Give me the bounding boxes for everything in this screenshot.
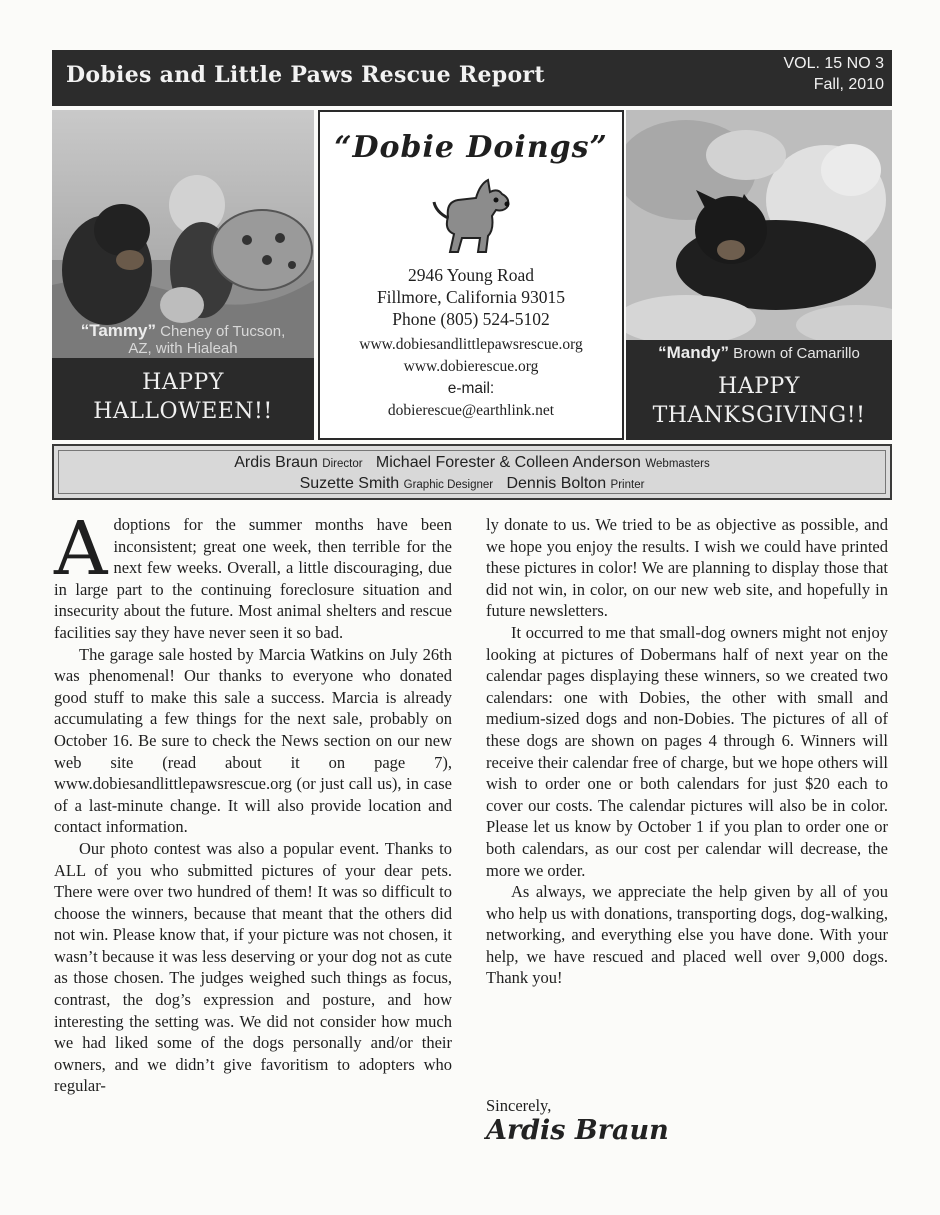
web-block [320,334,622,422]
phone-number: Phone (805) 524-5102 [392,309,550,329]
webmasters-role: Webmasters [645,458,710,470]
article-paragraph-1 [54,506,452,644]
paragraph-1-text: doptions for the summer months have been inconsistent; great one week, then terrible for the next few weeks. Overall, a little discouraging, due in large part to the continuing foreclosure situation and insecurity about the future. Most animal shelters and rescue facilities say they have never seen it so bad. [54,515,452,642]
dog-logo-icon [428,172,518,260]
article-column-right [486,514,888,989]
halloween-panel [52,110,314,440]
signature: Ardis Braun [486,1115,669,1146]
contact-box [318,110,624,440]
newsletter-title: Dobies and Little Paws Rescue Report [66,62,545,88]
article-paragraph-4: ly donate to us. We tried to be as objective as possible, and we hope you enjoy the results. I wish we could have printed these pictures in color! We are planning to display those that did not win, in color, on our new web site, and hopefully in future newsletters. [486,515,888,621]
mandy-photo [626,110,892,340]
drop-cap: A [54,506,108,592]
thanksgiving-line2: THANKSGIVING!! [652,403,866,428]
printer-role: Printer [610,479,645,491]
issue-date: Fall, 2010 [813,76,884,93]
volume-number: VOL. 15 NO 3 [783,55,884,72]
city-state-zip: Fillmore, California 93015 [376,287,566,307]
staff-credits-inner [58,450,886,494]
thanksgiving-greeting [626,372,892,430]
printer-name: Dennis Bolton [506,475,607,492]
halloween-greeting [52,368,314,426]
article-column-left [54,506,452,1097]
masthead-bar [52,50,892,106]
street-address: 2946 Young Road [408,265,534,285]
mandy-name: “Mandy” [658,343,729,362]
thanksgiving-line1: HAPPY [718,374,800,399]
halloween-line1: HAPPY [142,370,224,395]
designer-role: Graphic Designer [403,479,494,491]
article-paragraph-6: As always, we appreciate the help given by all of you who help us with donations, transporting dogs, dog-walking, networking, and everything else you have done. With your help, we have rescued and placed well over 9,000 dogs. Thank you! [486,882,888,988]
tammy-name: “Tammy” [80,321,156,340]
email-link[interactable]: dobierescue@earthlink.net [387,402,555,419]
website-link-2[interactable]: www.dobierescue.org [403,358,539,375]
article-paragraph-3: Our photo contest was also a popular event. Thanks to ALL of you who submitted pictures of your dear pets. There were over two hundred of them! It was so difficult to choose the winners, because that meant that the others did not win. Please know that, if your picture was not chosen, it wasn’t because it was less deserving or your dog not as cute as those chosen. The judges weighed such things as focus, contrast, the dog’s expression and posture, and how interesting the setting was. We did not consider how much we had liked some of the dogs personally and/or their owners, and we didn’t give favoritism to adopters who regular- [54,838,452,1096]
issue-info [784,53,885,95]
article-paragraph-5: It occurred to me that small-dog owners might not enjoy looking at pictures of Dobermans half of next year on the calendar pages displaying these winners, so we created two calendars: one with Dobies, the other with small and medium-sized dogs and non-Dobies. The pictures of all of these dogs are shown on pages 4 through 6. Winners will receive their calendar free of charge, but we hope others will wish to order one or both calendars for just $20 each to cover our costs. The calendar pictures will also be in color. Please let us know by October 1 if you plan to order one or both calendars, as our cost per calendar will decrease, the more we order. [486,622,888,880]
article-paragraph-2: The garage sale hosted by Marcia Watkins on July 26th was phenomenal! Our thanks to everyone who donated good stuff to make this sale a success. Marcia is already accumulating a few things for the next sale, probably on October 16. Be sure to check the News section on our new web site (read about it on page 7), www.dobiesandlittlepawsrescue.org (or just call us), in case of a last-minute change. It will also provide location and contact information. [54,644,452,837]
director-name: Ardis Braun [234,454,318,471]
mandy-owner: Brown of Camarillo [733,345,860,362]
website-link-1[interactable]: www.dobiesandlittlepawsrescue.org [359,336,583,353]
staff-credits [52,444,892,500]
tammy-caption [52,322,314,357]
dobie-doings-logo: “Dobie Doings” [334,130,608,165]
email-label: e-mail: [447,380,495,397]
designer-name: Suzette Smith [299,475,400,492]
mandy-caption [626,344,892,362]
halloween-line2: HALLOWEEN!! [93,399,273,424]
director-role: Director [322,458,363,470]
signoff: Sincerely, [486,1096,552,1115]
tammy-location: AZ, with Hialeah [128,340,238,357]
address-block [320,264,622,330]
webmasters-names: Michael Forester & Colleen Anderson [375,454,641,471]
thanksgiving-panel [626,110,892,440]
tammy-owner: Cheney of Tucson, [160,323,286,340]
